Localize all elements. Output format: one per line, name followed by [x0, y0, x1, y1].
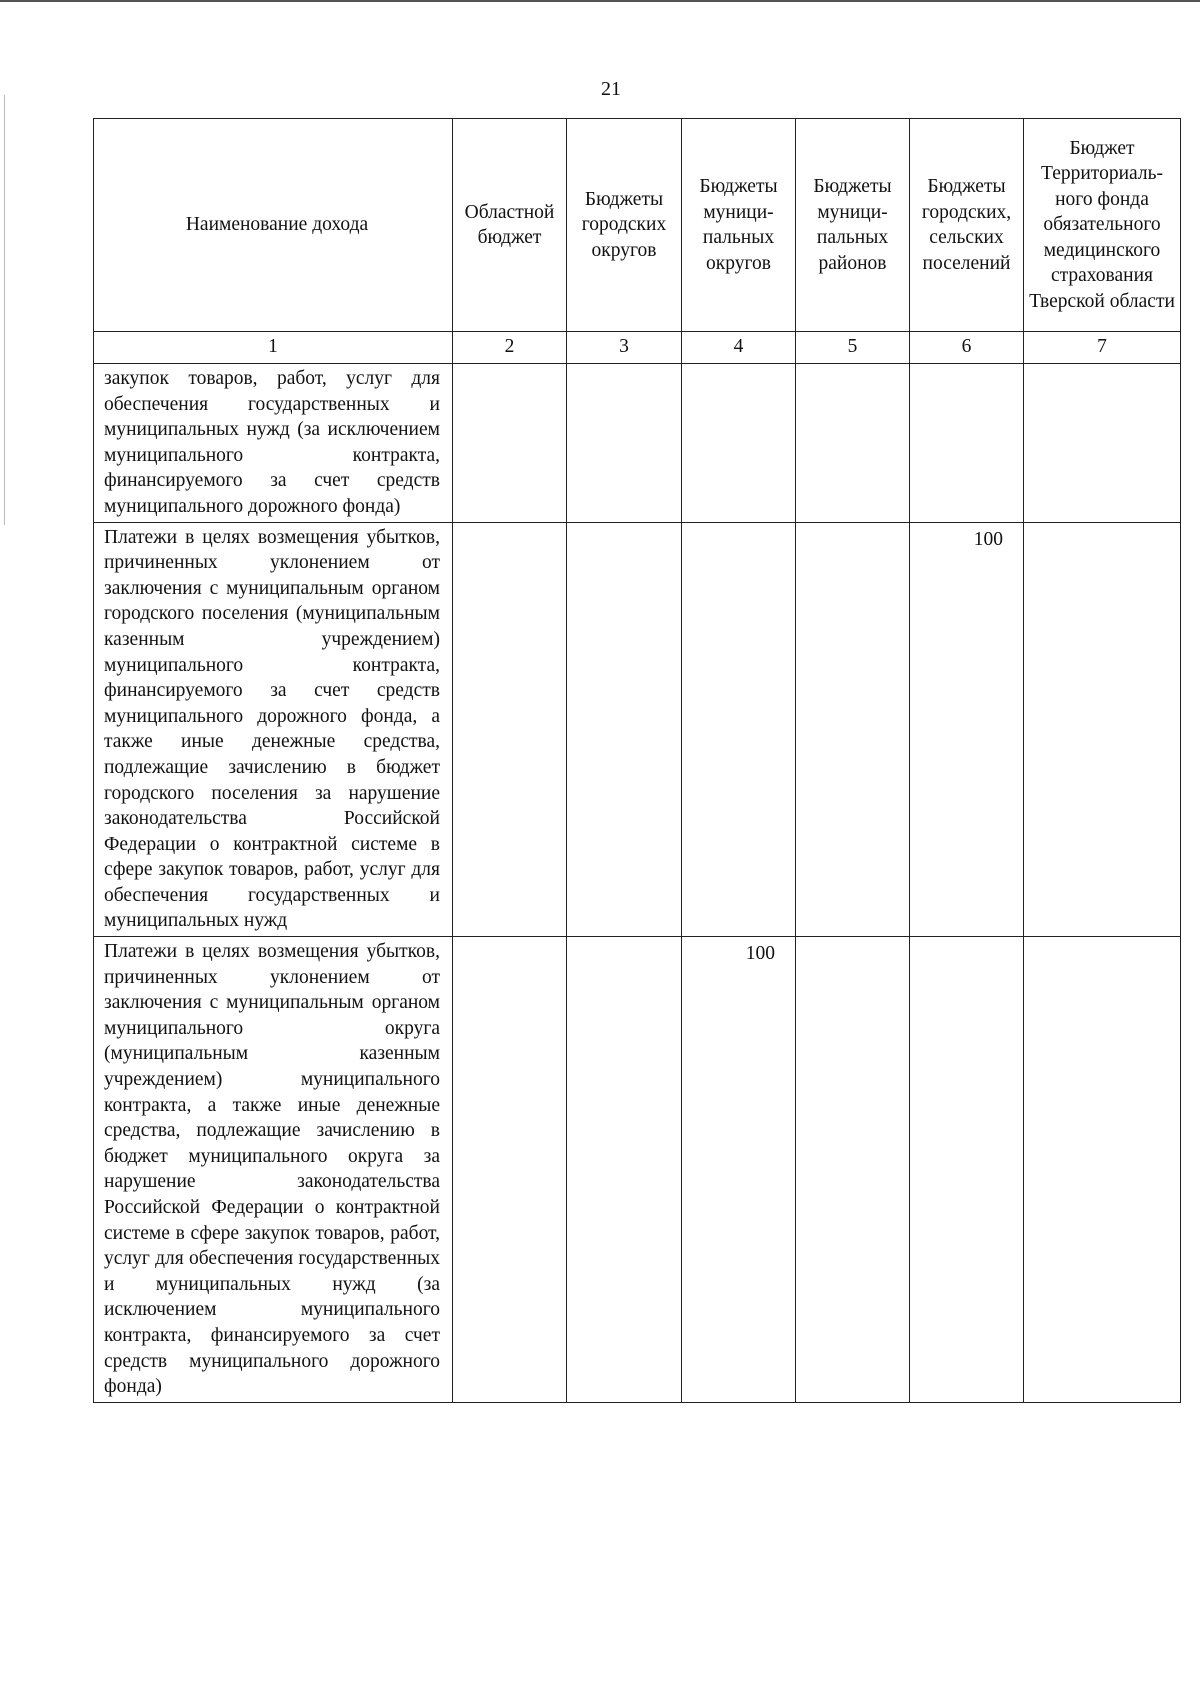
scan-edge-mark: [4, 95, 5, 525]
income-name-cell: закупок товаров, работ, услуг для обеспечения государственных и муниципальных нужд (за исключением муниципального контракта, финансируемого за счет средств муниципального дорожного фонда): [94, 364, 453, 523]
value-cell: [796, 364, 910, 523]
column-number: 6: [910, 332, 1024, 364]
header-municipal-regions-budgets: Бюджеты муници-пальных районов: [796, 119, 910, 332]
value-cell: [567, 364, 682, 523]
value-cell: [682, 364, 796, 523]
header-medical-insurance-fund-budget: Бюджет Территориаль-ного фонда обязательного медицинского страхования Тверской области: [1024, 119, 1181, 332]
scan-top-border: [0, 0, 1200, 2]
header-municipal-districts-budgets: Бюджеты муници-пальных округов: [682, 119, 796, 332]
header-row: [94, 119, 1181, 332]
column-number: 1: [94, 332, 453, 364]
value-cell: [1024, 364, 1181, 523]
value-cell: [796, 522, 910, 937]
income-name-cell: Платежи в целях возмещения убытков, причиненных уклонением от заключения с муниципальным органом муниципального округа (муниципальным казенным учреждением) муниципального контракта, а также иные денежные средства, подлежащие зачислению в бюджет муниципального округа за нарушение законодательства Российской Федерации о контрактной системе в сфере закупок товаров, работ, услуг для обеспечения государственных и муниципальных нужд (за исключением муниципального контракта, финансируемого за счет средств муниципального дорожного фонда): [94, 937, 453, 1403]
page-number: 21: [601, 78, 621, 100]
column-number: 5: [796, 332, 910, 364]
header-regional-budget: Областной бюджет: [453, 119, 567, 332]
header-income-name: Наименование дохода: [94, 119, 453, 332]
value-cell: [682, 522, 796, 937]
value-cell: [453, 522, 567, 937]
value-cell: 100: [682, 937, 796, 1403]
column-number: 7: [1024, 332, 1181, 364]
value-cell: [567, 522, 682, 937]
table-row: [94, 522, 1181, 937]
value-cell: 100: [910, 522, 1024, 937]
value-cell: [1024, 937, 1181, 1403]
table-row: [94, 937, 1181, 1403]
value-cell: [567, 937, 682, 1403]
value-cell: [1024, 522, 1181, 937]
column-number: 2: [453, 332, 567, 364]
column-number: 3: [567, 332, 682, 364]
value-cell: [453, 364, 567, 523]
column-number: 4: [682, 332, 796, 364]
value-cell: [453, 937, 567, 1403]
income-table: [93, 118, 1181, 1403]
income-name-cell: Платежи в целях возмещения убытков, причиненных уклонением от заключения с муниципальным органом городского поселения (муниципальным казенным учреждением) муниципального контракта, финансируемого за счет средств муниципального дорожного фонда, а также иные денежные средства, подлежащие зачислению в бюджет городского поселения за нарушение законодательства Российской Федерации о контрактной системе в сфере закупок товаров, работ, услуг для обеспечения государственных и муниципальных нужд: [94, 522, 453, 937]
table-row: [94, 364, 1181, 523]
header-settlements-budgets: Бюджеты городских, сельских поселений: [910, 119, 1024, 332]
value-cell: [910, 364, 1024, 523]
column-number-row: [94, 332, 1181, 364]
header-city-districts-budgets: Бюджеты городских округов: [567, 119, 682, 332]
value-cell: [910, 937, 1024, 1403]
value-cell: [796, 937, 910, 1403]
